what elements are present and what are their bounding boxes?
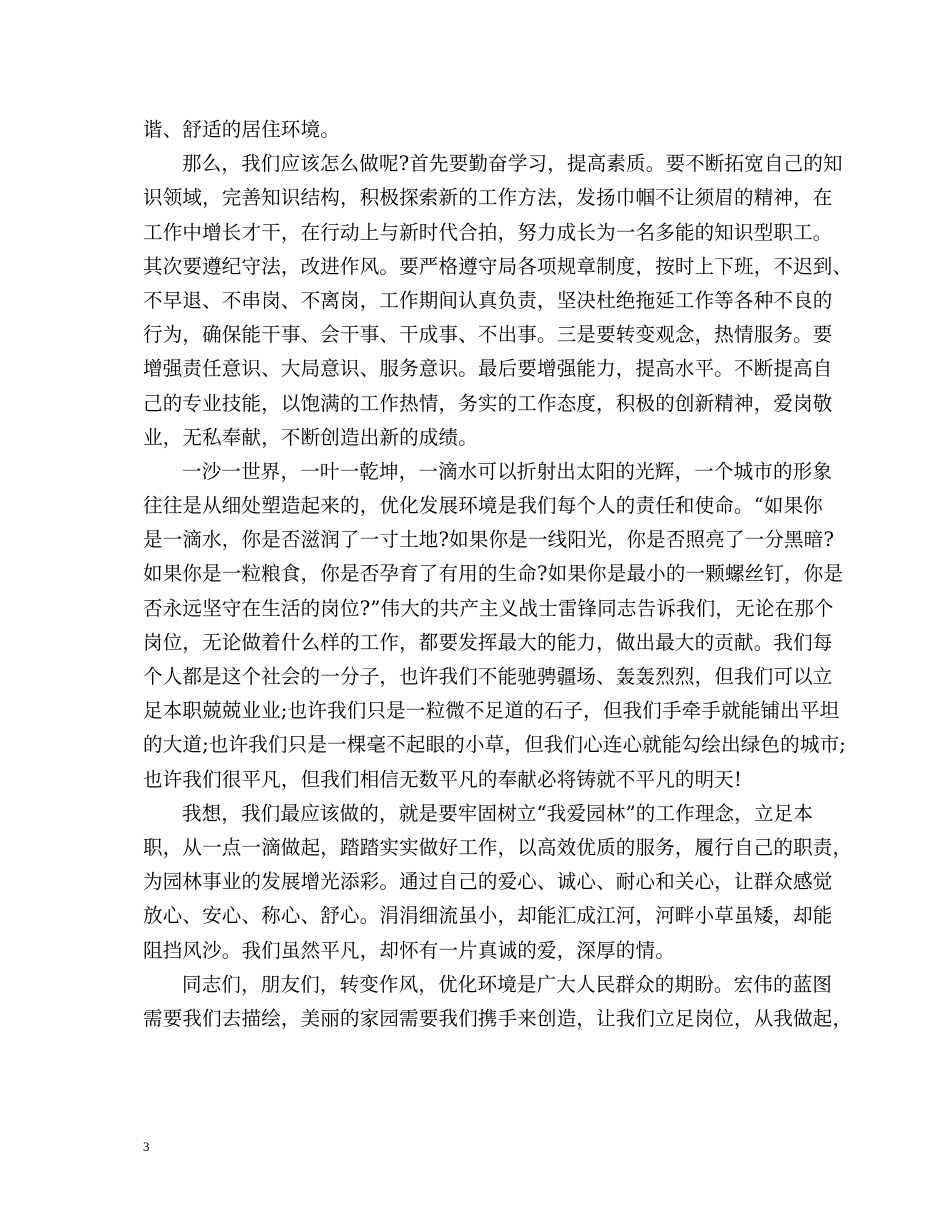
text-line: 行为，确保能干事、会干事、干成事、不出事。三是要转变观念，热情服务。要 [143, 323, 833, 347]
text-line: 谐、舒适的居住环境。 [143, 118, 341, 141]
text-line: 其次要遵纪守法，改进作风。要严格遵守局各项规章制度，按时上下班，不迟到、 [143, 254, 853, 278]
text-line: 否永远坚守在生活的岗位?”伟大的共产主义战士雷锋同志告诉我们，无论在那个 [143, 596, 834, 620]
text-line: 也许我们很平凡，但我们相信无数平凡的奉献必将铸就不平凡的明天! [143, 767, 743, 791]
text-line: 工作中增长才干，在行动上与新时代合拍，努力成长为一名多能的知识型职工。 [143, 220, 833, 244]
text-line: 往往是从细处塑造起来的，优化发展环境是我们每个人的责任和使命。“如果你 [143, 494, 823, 518]
text-line: 如果你是一粒粮食，你是否孕育了有用的生命?如果你是最小的一颗螺丝钉，你是 [143, 562, 844, 586]
text-line: 放心、安心、称心、舒心。涓涓细流虽小，却能汇成江河，河畔小草虽矮，却能 [143, 904, 833, 928]
text-line: 业，无私奉献，不断创造出新的成绩。 [143, 425, 478, 449]
paragraph-start-line: 我想，我们最应该做的，就是要牢固树立“我爱园林”的工作理念，立足本 [182, 801, 814, 825]
text-line: 是一滴水，你是否滋润了一寸土地?如果你是一线阳光，你是否照亮了一分黑暗? [143, 528, 835, 552]
page-number: 3 [143, 1139, 150, 1154]
text-line: 需要我们去描绘，美丽的家园需要我们携手来创造，让我们立足岗位，从我做起， [143, 1006, 853, 1030]
text-line: 阻挡风沙。我们虽然平凡，却怀有一片真诚的爱，深厚的情。 [143, 938, 675, 962]
text-line: 个人都是这个社会的一分子，也许我们不能驰骋疆场、轰轰烈烈，但我们可以立 [143, 665, 833, 688]
paragraph-start-line: 那么，我们应该怎么做呢?首先要勤奋学习，提高素质。要不断拓宽自己的知 [182, 152, 843, 176]
body-text [143, 113, 853, 1036]
paragraph-start-line: 一沙一世界，一叶一乾坤，一滴水可以折射出太阳的光辉，一个城市的形象 [182, 459, 833, 483]
text-line: 职，从一点一滴做起，踏踏实实做好工作，以高效优质的服务，履行自己的职责， [143, 835, 853, 859]
text-line: 己的专业技能，以饱满的工作热情，务实的工作态度，积极的创新精神，爱岗敬 [143, 391, 833, 415]
paragraph-start-line: 同志们，朋友们，转变作风，优化环境是广大人民群众的期盼。宏伟的蓝图 [182, 972, 833, 996]
text-line: 识领域，完善知识结构，积极探索新的工作方法，发扬巾帼不让须眉的精神，在 [143, 186, 833, 210]
text-line: 的大道;也许我们只是一棵毫不起眼的小草，但我们心连心就能勾绘出绿色的城市; [143, 733, 847, 757]
text-line: 为园林事业的发展增光添彩。通过自己的爱心、诚心、耐心和关心，让群众感觉 [143, 870, 833, 894]
text-line: 不早退、不串岗、不离岗，工作期间认真负责，坚决杜绝拖延工作等各种不良的 [143, 288, 833, 312]
text-line: 增强责任意识、大局意识、服务意识。最后要增强能力，提高水平。不断提高自 [143, 357, 833, 381]
text-line: 岗位，无论做着什么样的工作，都要发挥最大的能力，做出最大的贡献。我们每 [143, 630, 833, 654]
text-line: 足本职兢兢业业;也许我们只是一粒微不足道的石子，但我们手牵手就能铺出平坦 [143, 699, 840, 723]
